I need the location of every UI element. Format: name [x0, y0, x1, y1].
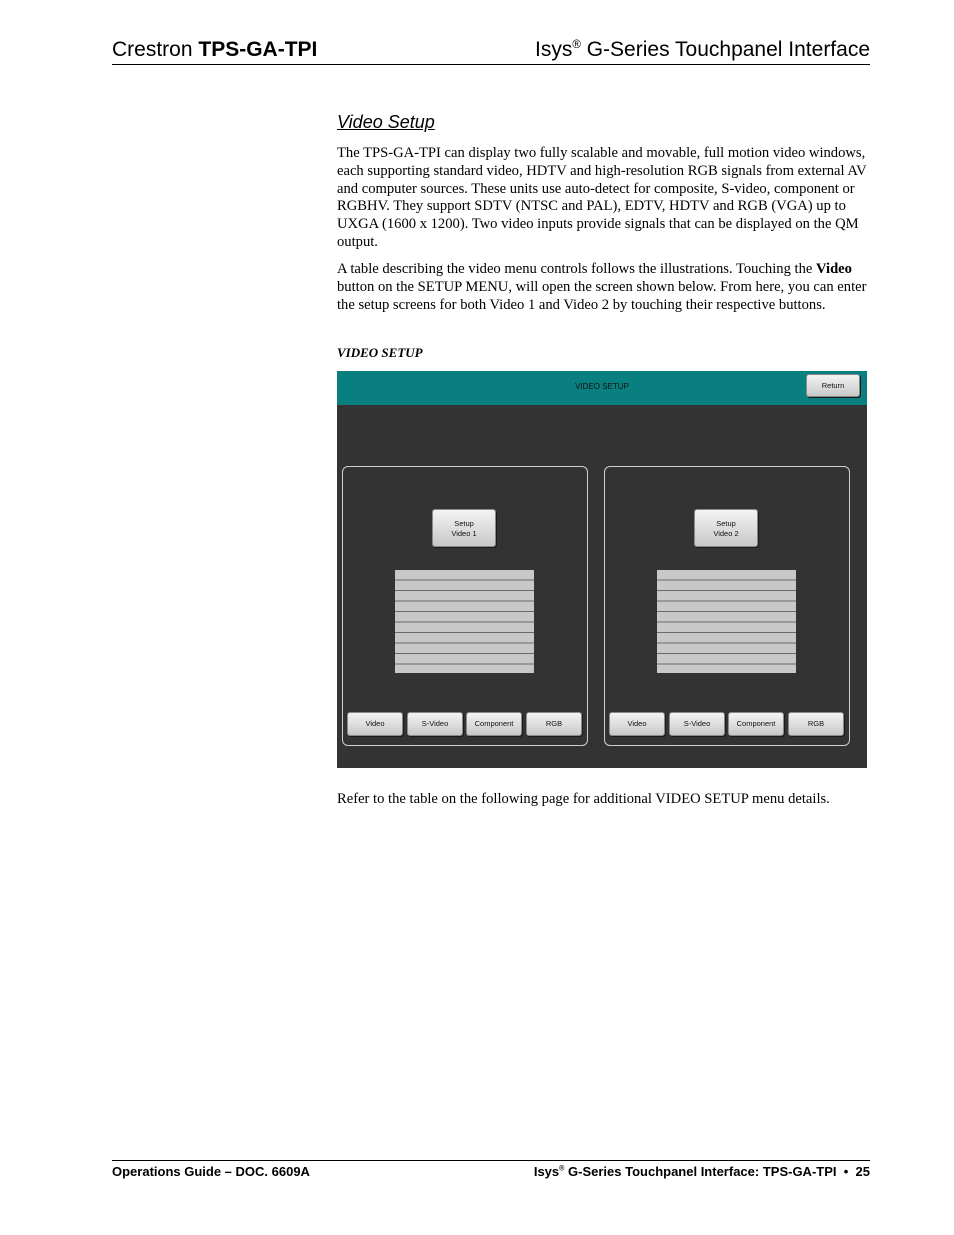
setup-video1-line2: Video 1 [451, 529, 477, 538]
video2-component-button[interactable]: Component [728, 712, 784, 736]
header-series-rest: G-Series Touchpanel Interface [580, 38, 870, 61]
footer-bullet: • [843, 1164, 849, 1179]
header-left [112, 38, 317, 62]
header-model: TPS-GA-TPI [198, 38, 318, 61]
header-series: Isys [535, 38, 573, 61]
return-button[interactable]: Return [806, 374, 860, 397]
setup-video2-line2: Video 2 [713, 529, 739, 538]
setup-video1-button[interactable] [432, 509, 496, 547]
page-number: 25 [855, 1164, 870, 1179]
setup-video1-line1: Setup [454, 519, 474, 528]
intro-paragraph: The TPS-GA-TPI can display two fully scalable and movable, full motion video windows, each supporting standard video, HDTV and high-resolution RGB signals from external AV and computer sources. These units use auto-detect for composite, S-video, component or RGBHV. They support SDTV (NTSC and PAL), EDTV, HDTV and RGB (VGA) up to UXGA (1600 x 1200). Two video inputs provide signals that can be displayed on the QM output. [337, 145, 867, 250]
footer-doc: Operations Guide – DOC. 6609A [112, 1164, 310, 1179]
section-title: Video Setup [337, 112, 435, 132]
table-paragraph-start: A table describing the video menu controls follows the illustrations. Touching the [337, 261, 817, 277]
page-header [112, 36, 870, 65]
footer-series: Isys [533, 1164, 560, 1179]
footer-reg-mark: ® [559, 1164, 565, 1173]
table-paragraph [337, 261, 867, 314]
video1-svideo-button[interactable]: S-Video [407, 712, 463, 736]
table-paragraph-end: button on the SETUP MENU, will open the screen shown below. From here, you can enter the setup screens for both Video 1 and Video 2 by touching their respective buttons. [337, 278, 867, 313]
setup-video2-button[interactable] [694, 509, 758, 547]
video1-panel [342, 466, 588, 746]
video-setup-screenshot [337, 371, 867, 768]
video2-video-button[interactable]: Video [609, 712, 665, 736]
video1-rgb-button[interactable]: RGB [526, 712, 582, 736]
video1-component-button[interactable]: Component [466, 712, 522, 736]
page-footer [112, 1160, 870, 1179]
video2-panel [604, 466, 850, 746]
video-button-ref: Video [816, 261, 852, 277]
video2-svideo-button[interactable]: S-Video [669, 712, 725, 736]
figure-caption: VIDEO SETUP [337, 345, 423, 360]
refer-paragraph: Refer to the table on the following page for additional VIDEO SETUP menu details. [337, 791, 830, 807]
header-reg-mark: ® [572, 39, 581, 51]
footer-title: G-Series Touchpanel Interface: TPS-GA-TPI [564, 1164, 837, 1179]
video1-video-button[interactable]: Video [347, 712, 403, 736]
screen-title: VIDEO SETUP [575, 382, 629, 391]
video1-source-list[interactable] [395, 570, 534, 673]
header-brand: Crestron [112, 38, 193, 61]
video2-source-list[interactable] [657, 570, 796, 673]
header-right [535, 38, 870, 62]
footer-right [534, 1164, 870, 1179]
video2-rgb-button[interactable]: RGB [788, 712, 844, 736]
setup-video2-line1: Setup [716, 519, 736, 528]
